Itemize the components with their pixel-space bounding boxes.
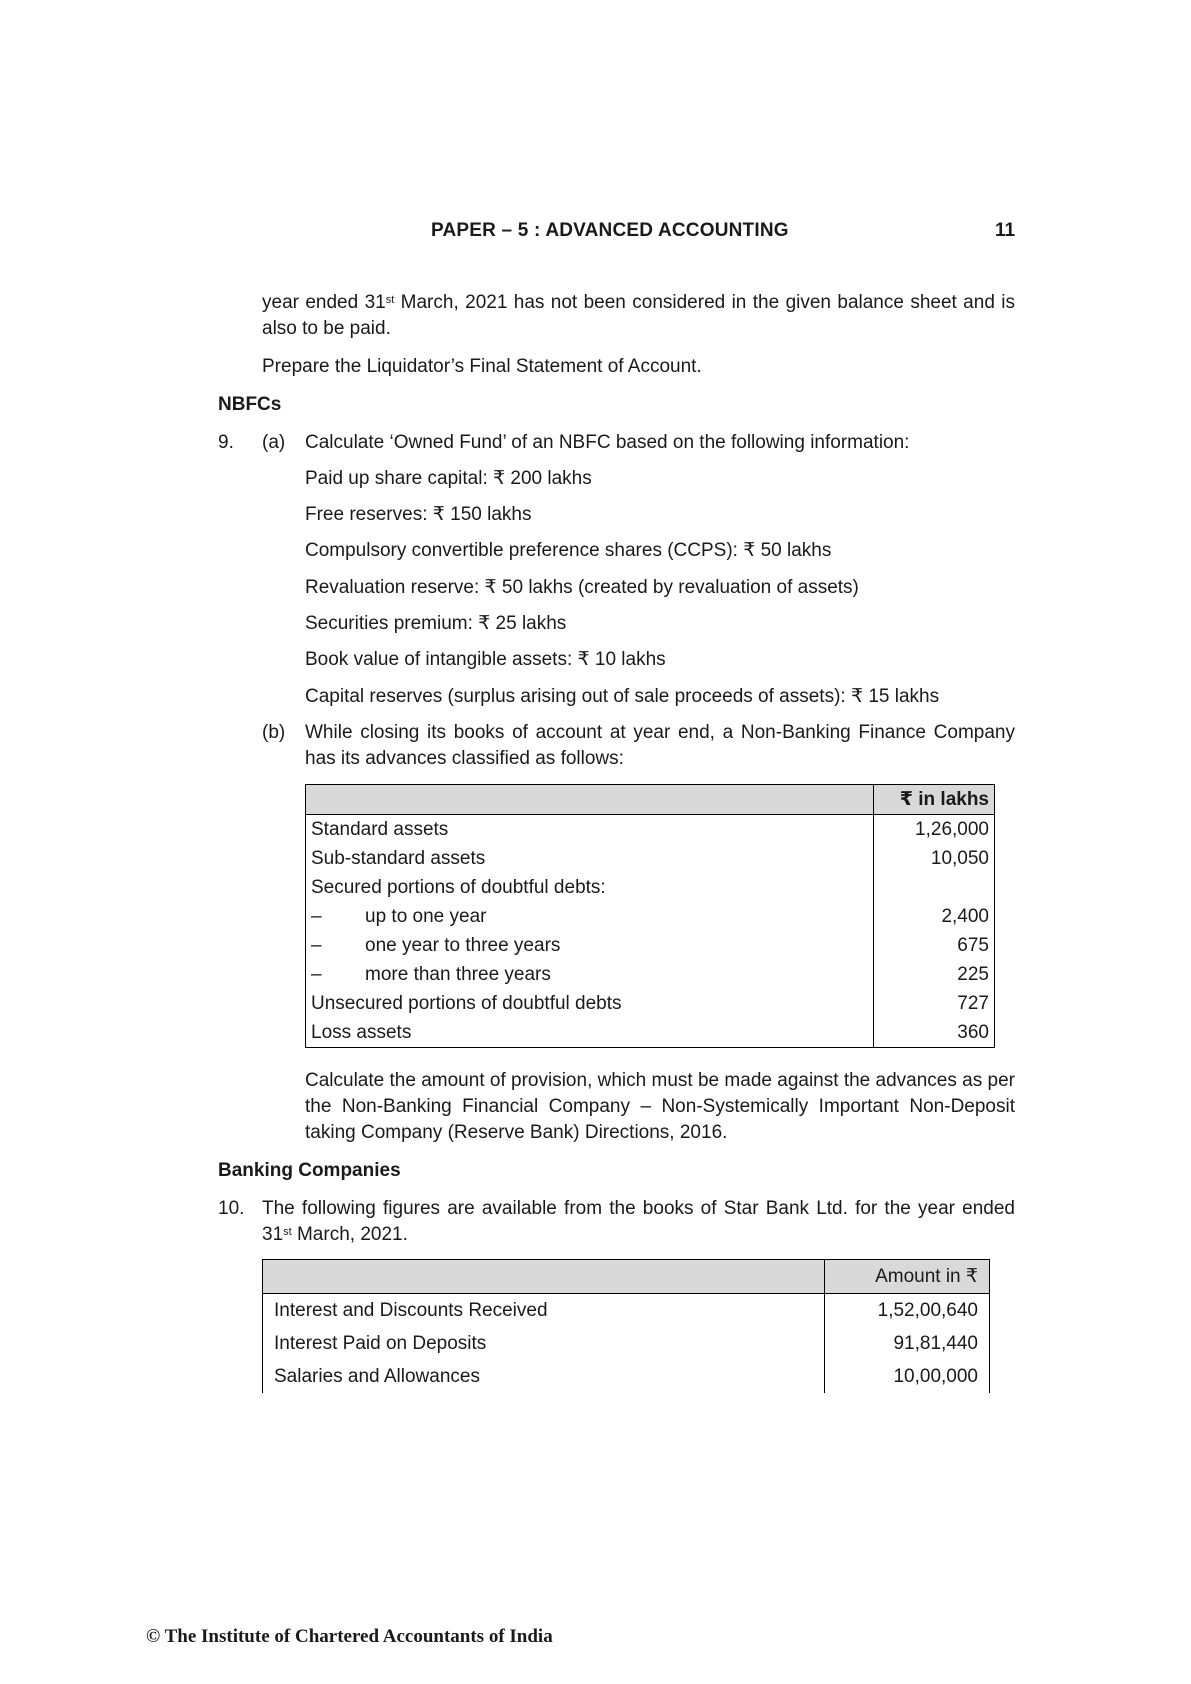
row-dash: – (311, 906, 322, 927)
page-number: 11 (995, 220, 1016, 241)
row-value: 1,52,00,640 (825, 1294, 990, 1328)
item-ccps: Compulsory convertible preference shares (CCPS): ₹ 50 lakhs (305, 540, 832, 561)
section-heading-banking: Banking Companies (218, 1160, 401, 1181)
row-value: 2,400 (874, 902, 995, 931)
item-free-reserves: Free reserves: ₹ 150 lakhs (305, 504, 532, 525)
table-row (306, 873, 995, 902)
section-heading-nbfcs: NBFCs (218, 394, 282, 415)
bank-figures-table (262, 1259, 990, 1393)
row-value: 91,81,440 (825, 1327, 990, 1360)
copyright-footer: © The Institute of Chartered Accountants of India (146, 1626, 553, 1647)
row-value: 675 (874, 931, 995, 960)
row-label: Secured portions of doubtful debts: (311, 877, 606, 898)
row-label: Interest and Discounts Received (274, 1300, 548, 1321)
row-label: Salaries and Allowances (274, 1366, 480, 1387)
question-number-9: 9. (218, 432, 234, 453)
liquidator-instruction: Prepare the Liquidator’s Final Statement of Account. (262, 356, 702, 377)
item-paid-up-capital: Paid up share capital: ₹ 200 lakhs (305, 468, 592, 489)
table-row (306, 1018, 995, 1048)
row-label: one year to three years (365, 935, 561, 956)
table-row (263, 1294, 990, 1328)
row-value: 10,050 (874, 844, 995, 873)
row-label: up to one year (365, 906, 487, 927)
part-b-intro: While closing its books of account at year end, a Non-Banking Finance Company has its advances classified as follows: (305, 722, 1015, 769)
part-a-intro: Calculate ‘Owned Fund’ of an NBFC based on the following information: (305, 432, 910, 453)
row-label: Unsecured portions of doubtful debts (311, 993, 622, 1014)
part-a-label: (a) (262, 432, 286, 453)
question-number-10: 10. (218, 1198, 245, 1219)
part-b-label: (b) (262, 722, 286, 743)
table-header-row (263, 1260, 990, 1294)
row-label: Standard assets (311, 819, 449, 840)
table-row (263, 1327, 990, 1360)
row-value: 360 (874, 1018, 995, 1048)
item-intangible-assets: Book value of intangible assets: ₹ 10 lakhs (305, 649, 666, 670)
paper-title: PAPER – 5 : ADVANCED ACCOUNTING (431, 220, 789, 241)
row-value: 1,26,000 (874, 815, 995, 845)
row-label: Interest Paid on Deposits (274, 1333, 487, 1354)
row-value: 10,00,000 (825, 1360, 990, 1393)
table-row (306, 844, 995, 873)
table-row (306, 989, 995, 1018)
row-dash: – (311, 964, 322, 985)
continuation-paragraph: year ended 31st March, 2021 has not been considered in the given balance sheet and is also to be paid. (262, 292, 1015, 339)
row-label: Loss assets (311, 1022, 412, 1043)
item-securities-premium: Securities premium: ₹ 25 lakhs (305, 613, 567, 634)
row-value (874, 873, 995, 902)
nbfc-advances-table (305, 784, 995, 1048)
item-capital-reserves: Capital reserves (surplus arising out of sale proceeds of assets): ₹ 15 lakhs (305, 686, 940, 707)
table-row (306, 902, 995, 931)
row-value: 225 (874, 960, 995, 989)
column-header-amount: ₹ in lakhs (874, 785, 995, 815)
banking-intro: The following figures are available from the books of Star Bank Ltd. for the year ended 31st March, 2021. (262, 1198, 1015, 1245)
row-label: more than three years (365, 964, 551, 985)
item-revaluation-reserve: Revaluation reserve: ₹ 50 lakhs (created by revaluation of assets) (305, 577, 859, 598)
column-header-amount: Amount in ₹ (825, 1260, 990, 1294)
table-row (306, 960, 995, 989)
row-dash: – (311, 935, 322, 956)
table-row (306, 931, 995, 960)
table-row (306, 815, 995, 845)
part-b-outro: Calculate the amount of provision, which must be made against the advances as per the Non-Banking Financial Company – Non-Systemically Important Non-Deposit taking Company (Reserve Bank) Directions, 2016. (305, 1070, 1015, 1143)
table-row (263, 1360, 990, 1393)
table-header-row (306, 785, 995, 815)
row-value: 727 (874, 989, 995, 1018)
row-label: Sub-standard assets (311, 848, 486, 869)
